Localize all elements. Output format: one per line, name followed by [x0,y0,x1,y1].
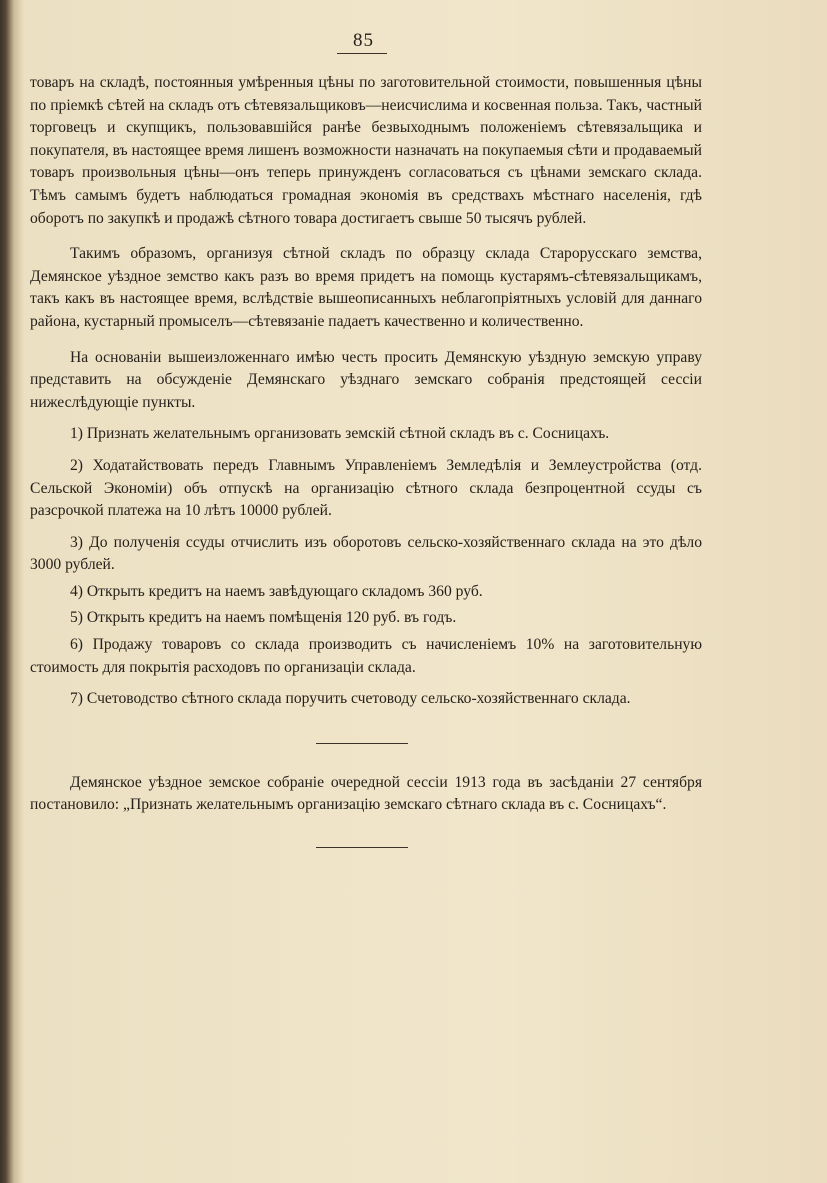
point-3: 3) До полученія ссуды отчислить изъ оборотовъ сельско-хозяйственнаго склада на это дѣло 3000 рублей. [30,533,702,574]
point-5: 5) Открыть кредитъ на наемъ помѣщенія 120 руб. въ годъ. [70,609,457,627]
section-divider [316,743,408,744]
point-2: 2) Ходатайствовать передъ Главнымъ Управленіемъ Земледѣлія и Землеустройства (отд. Сельской Экономіи) объ отпускѣ на организацію сѣтного склада безпроцентной ссуды съ разсрочкой платежа на 10 лѣтъ 10000 рублей. [30,456,702,520]
point-1: 1) Признать желательнымъ организовать земскій сѣтной складъ въ с. Сосницахъ. [70,425,610,443]
point-6: 6) Продажу товаровъ со склада производить съ начисленіемъ 10% на заготовительную стоимость для покрытія расходовъ по организаціи склада. [30,636,702,676]
point-7: 7) Счетоводство сѣтного склада поручить счетоводу сельско-хозяйственнаго склада. [70,690,631,708]
page-number-rule [337,53,387,54]
paragraph-summary: Такимъ образомъ, организуя сѣтной складъ по образцу склада Старорусскаго земства, Демянское уѣздное земство какъ разъ во время придетъ на помощь кустарямъ-сѣтевязальщикамъ, такъ какъ въ настоящее время, вслѣдствіе вышеописанныхъ неблагопріятныхъ условій для даннаго района, кустарный промыселъ—сѣтевязаніе падаетъ качественно и количественно. [30,245,702,330]
paragraph-request: На основаніи вышеизложеннаго имѣю честь просить Демянскую уѣздную земскую управу представить на обсужденіе Демянскаго уѣзднаго земскаго собранія предстоящей сессіи нижеслѣдующіе пункты. [30,348,702,411]
document-body [30,72,702,848]
paragraph-intro: товаръ на складѣ, постоянныя умѣренныя цѣны по заготовительной стоимости, повышенныя цѣны по пріемкѣ сѣтей на складъ отъ сѣтевязальщиковъ—неисчислима и косвенная польза. Такъ, частный торговецъ и скупщикъ, пользовавшійся ранѣе безвыходнымъ положеніемъ сѣтевязальщика и покупателя, въ настоящее время лишенъ возможности назначать на покупаемыя сѣти и продаваемый товаръ произвольныя цѣны—онъ теперь принужденъ согласоваться съ цѣнами земскаго склада. Тѣмъ самымъ будетъ наблюдаться громадная экономія въ средствахъ мѣстнаго населенія, гдѣ оборотъ по закупкѣ и продажѣ сѣтного товара достигаетъ свыше 50 тысячъ рублей. [30,74,702,227]
closing-divider [316,847,408,848]
point-4: 4) Открыть кредитъ на наемъ завѣдующаго складомъ 360 руб. [70,582,483,600]
resolution-paragraph: Демянское уѣздное земское собраніе очередной сессіи 1913 года въ засѣданіи 27 сентября постановило: „Признать желательнымъ организацію земскаго сѣтнаго склада въ с. Сосницахъ“. [30,773,702,814]
page-number: 85 [353,30,374,51]
